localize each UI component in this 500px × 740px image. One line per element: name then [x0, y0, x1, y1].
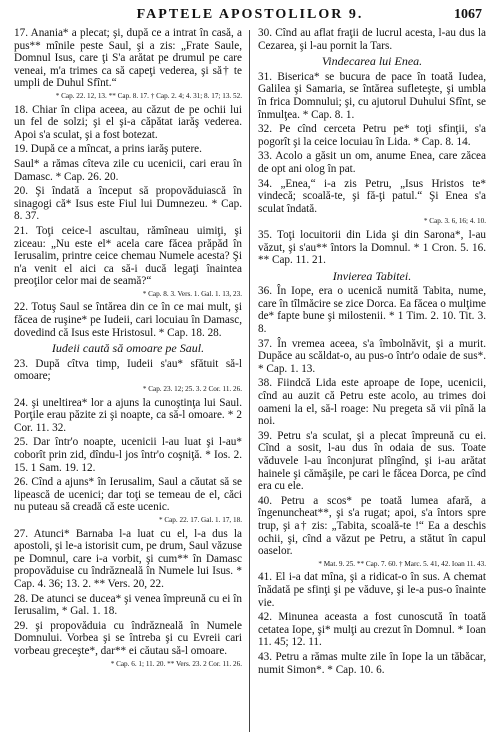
- verse-paragraph: 34. „Enea,“ i-a zis Petru, „Isus Hristos te* vindecă; scoală-te, şi fă-ţi patul.“ Şi Enea s'a sculat îndată.: [258, 177, 486, 215]
- verse-paragraph: 38. Fiindcă Lida este aproape de Iope, ucenicii, cînd au auzit că Petru este acolo, au trimes doi oameni la el, să-l roage: Nu pregeta să vii pînă la noi.: [258, 377, 486, 428]
- verse-paragraph: 17. Anania* a plecat; şi, după ce a intrat în casă, a pus** mînile peste Saul, şi a zis: „Frate Saule, Domnul Isus, care ţi S'a arătat pe drumul pe care veneai, m'a trimes ca să capeţi vederea, şi să† te umpli de Duhul Sfînt.“: [14, 27, 242, 90]
- verse-paragraph: 27. Atunci* Barnaba l-a luat cu el, l-a dus la apostoli, şi le-a istorisit cum, pe drum, Saul văzuse pe Domnul, care i-a vorbit, şi cum** în Damasc propovăduise cu îndrăzneală în Numele lui Isus. * Cap. 4. 36; 13. 2. ** Vers. 20, 22.: [14, 527, 242, 590]
- verse-paragraph: 20. Şi îndată a început să propovăduiască în sinagogi că* Isus este Fiul lui Dumnezeu. * Cap. 8. 37.: [14, 185, 242, 223]
- verse-paragraph: 40. Petru a scos* pe toată lumea afară, a îngenuncheat**, şi s'a rugat; apoi, s'a întors spre trup, şi a† zis: „Tabita, scoală-te !“ Ea a deschis ochii, şi, cînd a văzut pe Petru, a stătut în capul oaselor.: [258, 494, 486, 558]
- verse-paragraph: 21. Toţi ceice-l ascultau, rămîneau uimiţi, şi ziceau: „Nu este el* acela care făcea prăpăd în Ierusalim, printre ceice chemau Numele acesta? Şi n'a venit el aici ca să-i ducă legaţi înaintea preoţilor celor mai de seamă?“: [14, 224, 242, 288]
- cross-reference: * Cap. 22. 12, 13. ** Cap. 8. 17. † Cap. 2. 4; 4. 31; 8. 17; 13. 52.: [55, 91, 242, 100]
- right-column: [258, 27, 486, 678]
- verse-paragraph: 41. El i-a dat mîna, şi a ridicat-o în sus. A chemat înădată pe sfinţi şi pe văduve, şi le-a pus-o înainte vie.: [258, 571, 486, 609]
- book-title: FAPTELE APOSTOLILOR 9.: [136, 7, 364, 22]
- cross-reference: * Mat. 9. 25. ** Cap. 7. 60. † Marc. 5. 41, 42. Ioan 11. 43.: [318, 559, 486, 568]
- verse-paragraph: 29. şi propovăduia cu îndrăzneală în Numele Domnului. Vorbea şi se întreba şi cu Evreii cari vorbeau greceşte*, dar** ei căutau să-l omoare.: [14, 619, 242, 657]
- verse-paragraph: 28. De atunci se ducea* şi venea împreună cu ei în Ierusalim, * Gal. 1. 18.: [14, 592, 242, 618]
- verse-paragraph: 39. Petru s'a sculat, şi a plecat împreună cu ei. Cînd a sosit, l-au dus în odaia de sus. Toate văduvele l-au înconjurat plîngînd, şi i-au arătat hainele şi cămăşile, pe cari le făcea Dorca, pe cînd era cu ele.: [258, 429, 486, 493]
- cross-reference: * Cap. 8. 3. Vers. 1. Gal. 1. 13, 23.: [142, 289, 242, 298]
- cross-reference: * Cap. 22. 17. Gal. 1. 17, 18.: [158, 515, 242, 524]
- verse-paragraph: 35. Toţi locuitorii din Lida şi din Sarona*, l-au văzut, şi s'au** întors la Domnul. * 1 Cron. 5. 16. ** Cap. 11. 21.: [258, 228, 486, 267]
- page-number: 1067: [454, 7, 482, 22]
- verse-paragraph: Saul* a rămas cîteva zile cu ucenicii, cari erau în Damasc. * Cap. 26. 20.: [14, 157, 242, 183]
- section-heading: Vindecarea lui Enea.: [321, 54, 423, 69]
- verse-paragraph: 30. Cînd au aflat fraţii de lucrul acesta, l-au dus la Cezarea, şi l-au pornit la Tars.: [258, 27, 486, 52]
- verse-paragraph: 32. Pe cînd cerceta Petru pe* toţi sfinţii, s'a pogorît şi la ceice locuiau în Lida. * Cap. 8. 14.: [258, 123, 486, 148]
- verse-paragraph: 19. După ce a mîncat, a prins iarăş putere.: [14, 143, 202, 156]
- verse-paragraph: 31. Biserica* se bucura de pace în toată Iudea, Galilea şi Samaria, se întărea sufleteşte, şi umbla în frica Domnului; şi, cu ajutorul Duhului Sfînt, se înmulţea. * Cap. 8. 1.: [258, 70, 486, 121]
- column-divider: [249, 30, 250, 732]
- verse-paragraph: 43. Petru a rămas multe zile în Iope la un tăbăcar, numit Simon*. * Cap. 10. 6.: [258, 650, 486, 676]
- verse-paragraph: 25. Dar într'o noapte, ucenicii l-au luat şi l-au* coborît prin zid, dîndu-l jos într'o coşniţă. * Ios. 2. 15. 1 Sam. 19. 12.: [14, 436, 242, 474]
- verse-paragraph: 23. După cîtva timp, Iudeii s'au* sfătuit să-l omoare;: [14, 357, 242, 383]
- cross-reference: * Cap. 23. 12; 25. 3. 2 Cor. 11. 26.: [142, 385, 242, 394]
- left-column: [14, 27, 242, 671]
- section-heading: Invierea Tabitei.: [332, 268, 412, 283]
- page-header: [0, 0, 500, 26]
- verse-paragraph: 37. În vremea aceea, s'a îmbolnăvit, şi a murit. Dupăce au scăldat-o, au pus-o într'o odaie de sus*. * Cap. 1. 13.: [258, 337, 486, 375]
- verse-paragraph: 33. Acolo a găsit un om, anume Enea, care zăcea de opt ani olog în pat.: [258, 150, 486, 175]
- verse-paragraph: 26. Cînd a ajuns* în Ierusalim, Saul a căutat să se lipească de ucenici; dar toţi se temeau de el, căci nu puteau să creadă că este ucenic.: [14, 476, 242, 514]
- verse-paragraph: 24. şi uneltirea* lor a ajuns la cunoştinţa lui Saul. Porţile erau păzite zi şi noapte, ca să-l omoare. * 2 Cor. 11. 32.: [14, 396, 242, 434]
- verse-paragraph: 22. Totuş Saul se întărea din ce în ce mai mult, şi făcea de ruşine* pe Iudeii, cari locuiau în Damasc, dovedind că Isus este Hristosul. * Cap. 18. 28.: [14, 301, 242, 339]
- verse-paragraph: 36. În Iope, era o ucenică numită Tabita, nume, care în tîlmăcire se zice Dorca. Ea făcea o mulţime de* fapte bune şi milostenii. * 1 Tim. 2. 10. Tit. 3. 8.: [258, 285, 486, 336]
- cross-reference: * Cap. 3. 6, 16; 4. 10.: [423, 217, 486, 226]
- section-heading: Iudeii caută să omoare pe Saul.: [51, 341, 205, 356]
- verse-paragraph: 18. Chiar în clipa aceea, au căzut de pe ochii lui un fel de solzi; şi el şi-a căpătat iarăş vederea. Apoi s'a sculat, şi a fost botezat.: [14, 103, 242, 141]
- verse-paragraph: 42. Minunea aceasta a fost cunoscută în toată cetatea Iope, şi* mulţi au crezut în Domnul. * Ioan 11. 45; 12. 11.: [258, 611, 486, 649]
- cross-reference: * Cap. 6. 1; 11. 20. ** Vers. 23. 2 Cor. 11. 26.: [110, 659, 242, 668]
